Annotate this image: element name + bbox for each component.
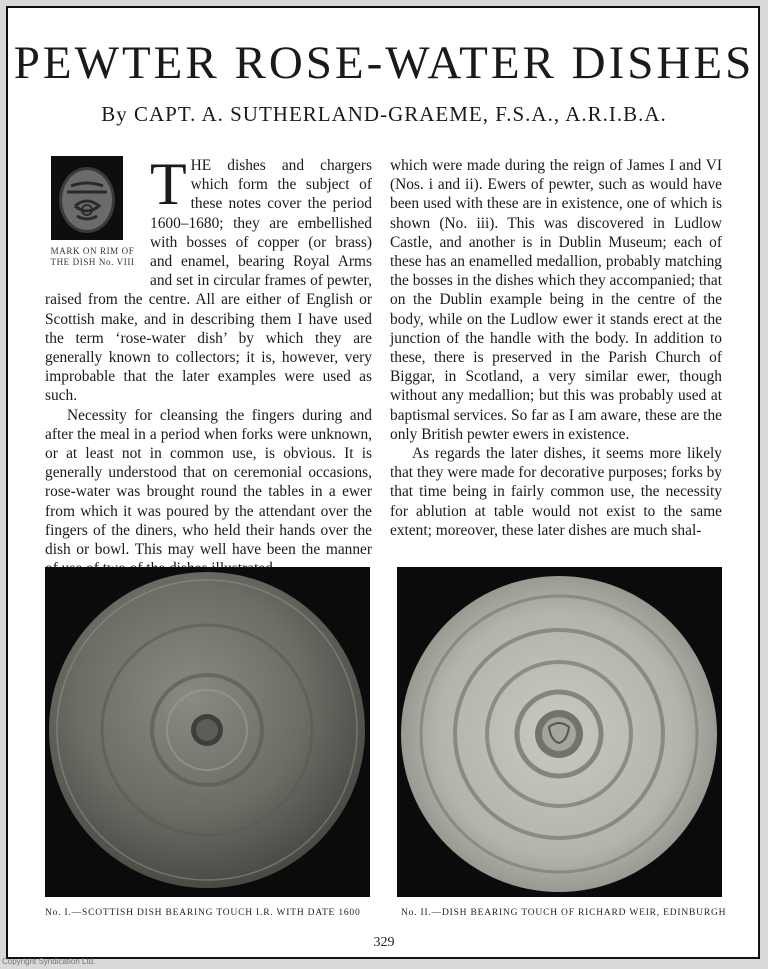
pewter-mark-figure: [45, 156, 140, 280]
mark-caption: [45, 246, 140, 268]
left-paragraph-2: Necessity for cleansing the fingers during and after the meal in a period when forks were unknown, or at least not in common use, is obvious. It is generally understood that on ceremonial occasions, rose-water was brought round the tables in a ewer from which it was poured by the attendant over the fingers of the diners, who held their hands over the dish or bowl. This may well have been the manner: [45, 406, 372, 559]
page-number: 329: [373, 935, 395, 950]
right-paragraph-1: which were made during the reign of James I and VI (Nos. i and ii). Ewers of pewter, such as would have been used with these are in existence, one of which is shown (No. iii). This was discovered in Ludlow Castle, and another is in Dublin Museum; each of these has an enamelled medallion, probably matching the bosses in the dishes which they accompanied; that on the Dublin example being in the centre of the body, while on the Ludlow ewer it stands erect at the junction of the handle with the body. In addition to these, there is preserved in the Parish Church of Biggar, in Scotland, a very similar ewer, though without any medallion; but this was probably used at baptismal services. So far as I am aware, these are the only British pewter ewers in existence.: [390, 157, 722, 443]
article-title: PEWTER ROSE-WATER DISHES: [13, 37, 755, 89]
figure-1-caption: No. I.—SCOTTISH DISH BEARING TOUCH I.R. WITH DATE 1600: [45, 908, 361, 918]
pewter-mark-image: [51, 156, 123, 240]
watermark: Copyright Syndication Ltd.: [2, 957, 96, 966]
scottish-dish-image: [45, 567, 370, 897]
mark-caption-line-1: MARK ON RIM OF: [50, 246, 135, 256]
article-byline: By CAPT. A. SUTHERLAND-GRAEME, F.S.A., A.R.I.B.A.: [101, 102, 667, 126]
right-paragraph-2: As regards the later dishes, it seems more likely that they were made for decorative purposes; forks by that time being in fairly common use, the necessity for ablution at table would not exist to the same extent; moreover, these later dishes are much shal-: [390, 445, 722, 539]
dish-photo-2: [397, 567, 722, 897]
drop-cap: T: [150, 151, 187, 217]
figure-2-caption: No. II.—DISH BEARING TOUCH OF RICHARD WEIR, EDINBURGH: [401, 908, 727, 918]
right-column: [390, 156, 722, 540]
dish-photo-1: [45, 567, 370, 897]
weir-dish-image: [397, 567, 722, 897]
left-column: [45, 151, 372, 578]
left-paragraph-1-text: HE dishes and chargers which form the subject of these notes cover the period 1600–1680; they are embellished with bosses of copper (or brass) and enamel, bearing Royal Arms and set in circular frames of pewter, raised from the centre. All are either of English or Scottish make, and in describing them I have used the term ‘rose-water dish’ by which they are generally known to collectors; it is, however, very improbable that the later examples were used as such.: [45, 157, 372, 405]
mark-caption-line-2: THE DISH No. VIII: [50, 257, 135, 267]
